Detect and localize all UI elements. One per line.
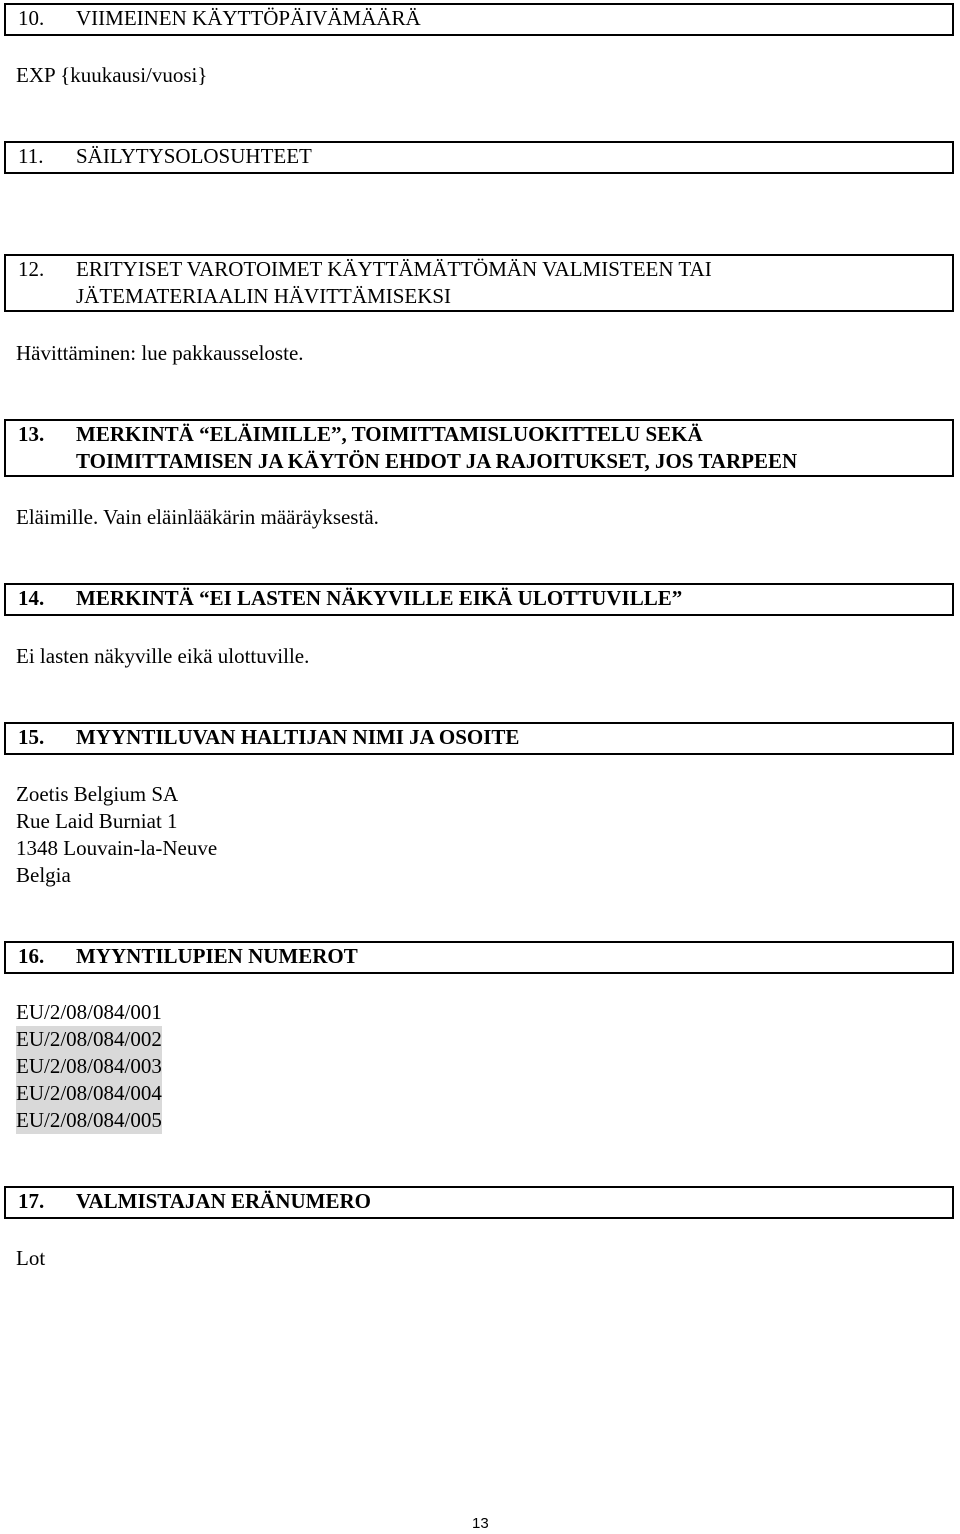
section-number: 10.	[18, 6, 45, 30]
section-14-body	[16, 643, 309, 670]
section-13-body	[16, 504, 379, 531]
section-title: MYYNTILUPIEN NUMEROT	[76, 944, 358, 968]
veterinary-text: Eläimille. Vain eläinlääkärin määräyksestä.	[16, 505, 379, 529]
disposal-text: Hävittäminen: lue pakkausseloste.	[16, 341, 304, 365]
section-title: SÄILYTYSOLOSUHTEET	[76, 144, 312, 168]
section-number: 16.	[18, 944, 45, 968]
section-title: VIIMEINEN KÄYTTÖPÄIVÄMÄÄRÄ	[76, 6, 421, 30]
section-title-line1: MERKINTÄ “ELÄIMILLE”, TOIMITTAMISLUOKITTELU SEKÄ	[76, 422, 703, 446]
section-title: VALMISTAJAN ERÄNUMERO	[76, 1189, 371, 1213]
children-text: Ei lasten näkyville eikä ulottuville.	[16, 644, 310, 668]
authorisation-number: EU/2/08/084/004	[16, 1081, 162, 1105]
address-line: Rue Laid Burniat 1	[16, 809, 178, 833]
section-10-body	[16, 62, 207, 89]
section-16-header	[4, 941, 954, 974]
authorisation-number: EU/2/08/084/003	[16, 1054, 162, 1078]
section-12-header	[4, 254, 954, 312]
expiry-text: EXP {kuukausi/vuosi}	[16, 63, 208, 87]
section-12-body	[16, 340, 304, 367]
section-title-line1: ERITYISET VAROTOIMET KÄYTTÄMÄTTÖMÄN VALMISTEEN TAI	[76, 257, 712, 281]
section-10-header	[4, 3, 954, 36]
section-title: MERKINTÄ “EI LASTEN NÄKYVILLE EIKÄ ULOTTUVILLE”	[76, 586, 683, 610]
section-number: 17.	[18, 1189, 45, 1213]
authorisation-number: EU/2/08/084/005	[16, 1108, 162, 1132]
address-line: Belgia	[16, 863, 71, 887]
address-line: Zoetis Belgium SA	[16, 782, 179, 806]
section-title: MYYNTILUVAN HALTIJAN NIMI JA OSOITE	[76, 725, 520, 749]
page-number: 13	[472, 1515, 489, 1532]
section-15-header	[4, 722, 954, 755]
authorisation-number: EU/2/08/084/001	[16, 1000, 162, 1024]
section-13-header	[4, 419, 954, 477]
authorisation-numbers	[16, 999, 162, 1134]
section-17-body	[16, 1245, 45, 1272]
section-17-header	[4, 1186, 954, 1219]
section-number: 14.	[18, 586, 45, 610]
address-line: 1348 Louvain-la-Neuve	[16, 836, 218, 860]
section-11-header	[4, 141, 954, 174]
section-number: 12.	[18, 257, 45, 281]
holder-address	[16, 781, 217, 889]
section-title-line2: JÄTEMATERIAALIN HÄVITTÄMISEKSI	[76, 284, 452, 308]
section-14-header	[4, 583, 954, 616]
section-number: 15.	[18, 725, 45, 749]
authorisation-number: EU/2/08/084/002	[16, 1027, 162, 1051]
section-title-line2: TOIMITTAMISEN JA KÄYTÖN EHDOT JA RAJOITUKSET, JOS TARPEEN	[76, 449, 798, 473]
lot-text: Lot	[16, 1246, 46, 1270]
section-number: 13.	[18, 422, 45, 446]
section-number: 11.	[18, 144, 44, 168]
